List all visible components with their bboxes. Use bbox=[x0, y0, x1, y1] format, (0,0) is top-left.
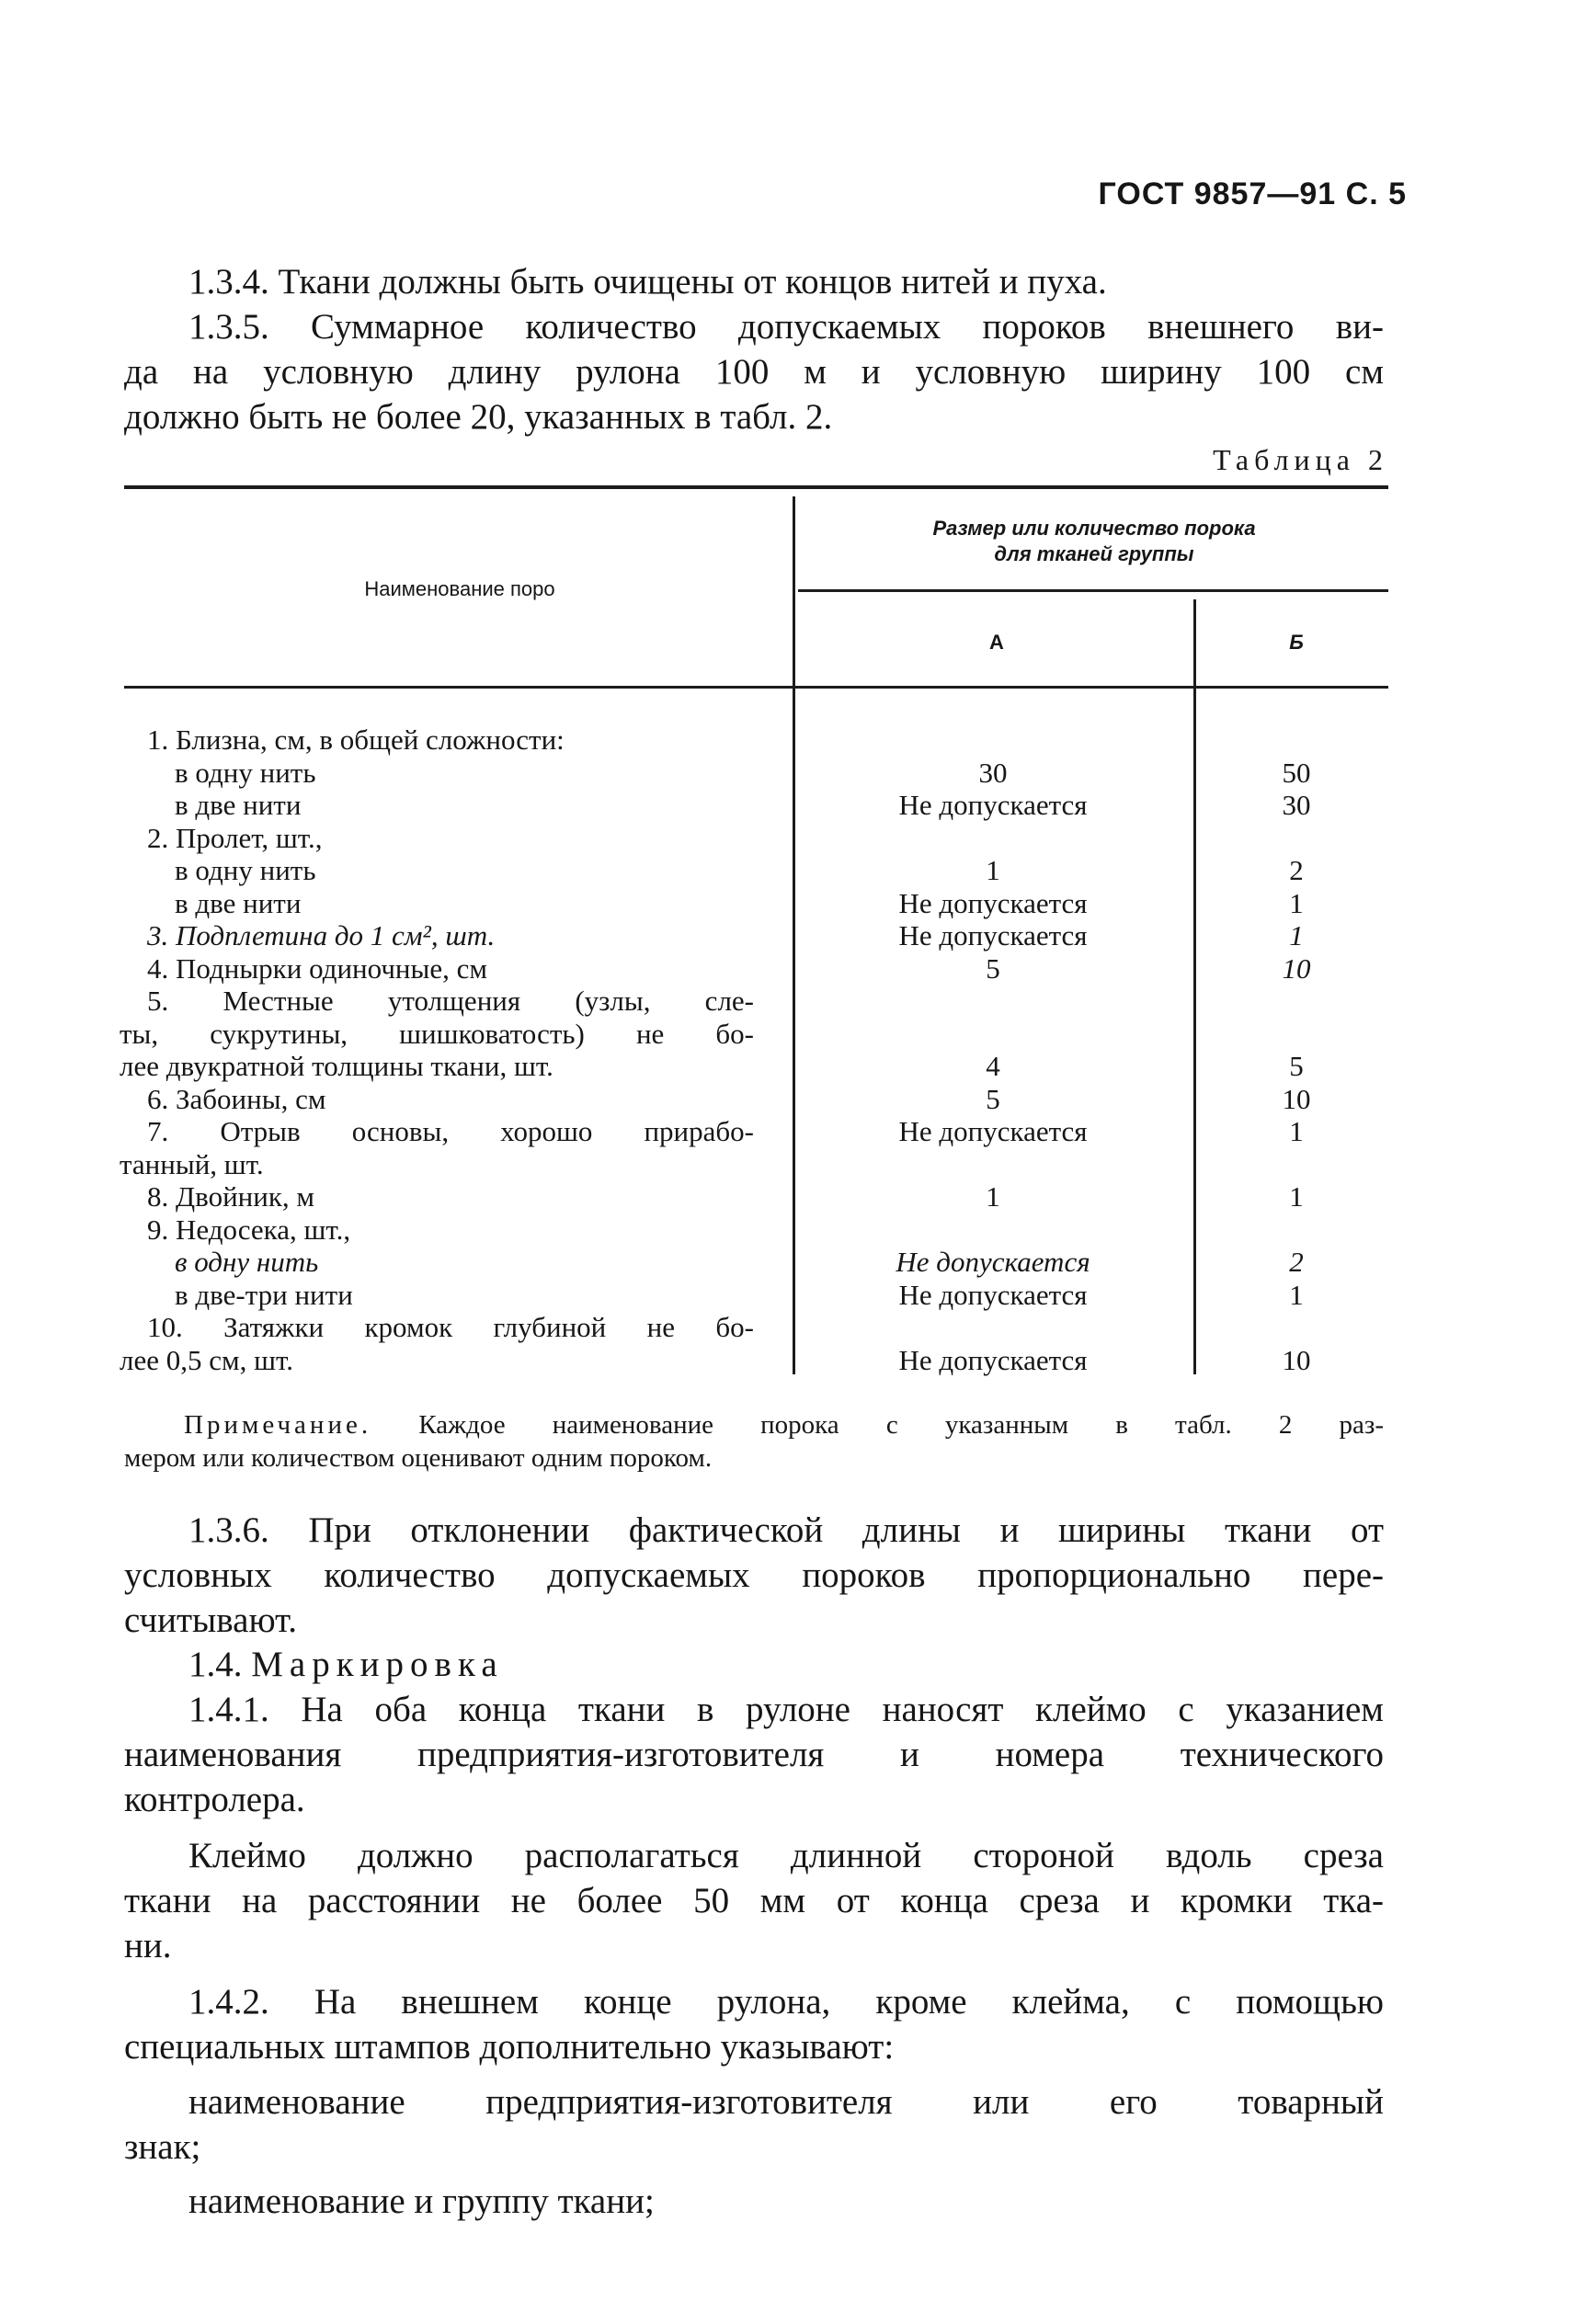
table-cell-a: Не допускается bbox=[898, 1343, 1088, 1376]
paragraph-1-4-1-line-2: наименования предприятия-изготовителя и номера технического bbox=[124, 1735, 1384, 1774]
paragraph-1-3-5-line-2: да на условную длину рулона 100 м и условную ширину 100 см bbox=[124, 352, 1384, 392]
column-header-b: Б bbox=[1289, 631, 1304, 654]
table-cell-name: 8. Двойник, м bbox=[147, 1180, 315, 1213]
table-cell-a: Не допускается bbox=[898, 886, 1088, 919]
section-number: 1.4. bbox=[188, 1645, 243, 1684]
paragraph-1-4-1-line-3: контролера. bbox=[124, 1780, 305, 1819]
table-cell-b bbox=[1195, 1018, 1398, 1051]
paragraph-stamp-line-1: Клеймо должно располагаться длинной стороной вдоль среза bbox=[188, 1836, 1384, 1875]
table-cell-a bbox=[795, 822, 1191, 855]
table-cell-a: Не допускается bbox=[898, 1278, 1088, 1311]
table-cell-name: 10. Затяжки кромок глубиной не бо- bbox=[147, 1311, 754, 1343]
table-cell-b: 5 bbox=[1289, 1050, 1304, 1082]
table-cell-name: лее 0,5 см, шт. bbox=[120, 1343, 293, 1376]
note-text-line-2: мером или количеством оценивают одним пороком. bbox=[124, 1443, 713, 1473]
paragraph-1-3-6-line-2: условных количество допускаемых пороков пропорционально пере- bbox=[124, 1555, 1384, 1595]
table-cell-name: танный, шт. bbox=[120, 1147, 264, 1180]
table-cell-name: 2. Пролет, шт., bbox=[147, 821, 323, 854]
table-cell-b: 1 bbox=[1289, 919, 1304, 951]
table-cell-a: 1 bbox=[986, 854, 1000, 886]
note-label: Примечание. bbox=[184, 1410, 372, 1440]
paragraph-stamp-line-2: ткани на расстоянии не более 50 мм от конца среза и кромки тка- bbox=[124, 1881, 1384, 1920]
table-cell-a bbox=[795, 1148, 1191, 1181]
table-cell-b bbox=[1195, 1148, 1398, 1181]
table-cell-name: в две нити bbox=[175, 789, 302, 821]
table-header-rule bbox=[124, 686, 1388, 689]
table-cell-b bbox=[1195, 1311, 1398, 1344]
table-cell-name: 7. Отрыв основы, хорошо прирабо- bbox=[147, 1115, 754, 1147]
table-cell-a: Не допускается bbox=[898, 789, 1088, 821]
paragraph-1-3-6-line-1: 1.3.6. При отклонении фактической длины и ширины ткани от bbox=[188, 1510, 1384, 1550]
table-cell-b: 10 bbox=[1282, 1343, 1311, 1376]
table-cell-a bbox=[795, 723, 1191, 757]
table-cell-a bbox=[795, 1213, 1191, 1247]
table-cell-a: 4 bbox=[986, 1050, 1000, 1082]
table-cell-b: 10 bbox=[1282, 951, 1311, 985]
table-cell-b: 1 bbox=[1289, 1278, 1304, 1311]
table-cell-name: 3. Подплетина до 1 см², шт. bbox=[147, 919, 496, 951]
page-header: ГОСТ 9857—91 С. 5 bbox=[1098, 177, 1407, 211]
list-item-manufacturer-line-1: наименование предприятия-изготовителя или его товарный bbox=[188, 2082, 1384, 2122]
section-title: Маркировка bbox=[251, 1645, 504, 1684]
table-cell-a: 1 bbox=[986, 1180, 1000, 1213]
table-caption: Таблица 2 bbox=[1213, 443, 1388, 476]
table-group-rule bbox=[798, 589, 1388, 592]
paragraph-1-3-5-line-3: должно быть не более 20, указанных в табл. 2. bbox=[124, 397, 833, 437]
table-note bbox=[124, 1408, 1384, 1475]
table-cell-name: ты, сукрутины, шишковатость) не бо- bbox=[120, 1017, 754, 1050]
table-cell-a bbox=[795, 985, 1191, 1018]
table-cell-a: Не допускается bbox=[898, 919, 1088, 951]
table-cell-b: 2 bbox=[1289, 1246, 1304, 1278]
paragraph-1-4-2-line-2: специальных штампов дополнительно указывают: bbox=[124, 2027, 895, 2067]
table-cell-b: 10 bbox=[1282, 1082, 1311, 1115]
table-column-names bbox=[120, 723, 754, 1376]
table-cell-b bbox=[1195, 822, 1398, 855]
table-cell-name: 4. Поднырки одиночные, см bbox=[147, 951, 487, 985]
table-cell-a: Не допускается bbox=[898, 1115, 1088, 1147]
table-cell-name: лее двукратной толщины ткани, шт. bbox=[120, 1050, 553, 1082]
table-cell-a: 5 bbox=[986, 951, 1000, 985]
table-column-b bbox=[1195, 723, 1398, 1376]
table-cell-b: 30 bbox=[1282, 789, 1311, 821]
table-cell-b bbox=[1195, 1213, 1398, 1247]
table-cell-b: 50 bbox=[1282, 756, 1311, 789]
table-cell-b: 1 bbox=[1289, 1180, 1304, 1213]
paragraph-stamp-line-3: ни. bbox=[124, 1926, 172, 1965]
group-header-line-2: для тканей группы bbox=[994, 542, 1194, 565]
table-cell-a: 30 bbox=[978, 756, 1008, 789]
table-cell-a: 5 bbox=[986, 1082, 1000, 1115]
table-cell-name: в одну нить bbox=[175, 854, 316, 886]
table-top-rule bbox=[124, 485, 1388, 489]
note-text-line-1: Каждое наименование порока с указанным в табл. 2 раз- bbox=[418, 1410, 1384, 1440]
table-cell-name: в одну нить bbox=[175, 756, 316, 789]
section-1-4-heading bbox=[188, 1642, 1384, 1687]
paragraph-1-3-6-line-3: считывают. bbox=[124, 1601, 297, 1640]
paragraph-1-4-1-line-1: 1.4.1. На оба конца ткани в рулоне наносят клеймо с указанием bbox=[188, 1690, 1384, 1729]
table-cell-name: в одну нить bbox=[175, 1246, 319, 1278]
table-cell-name: 5. Местные утолщения (узлы, сле- bbox=[147, 985, 754, 1017]
table-cell-name: в две-три нити bbox=[175, 1278, 353, 1311]
table-cell-name: 1. Близна, см, в общей сложности: bbox=[147, 723, 565, 756]
table-cell-b: 2 bbox=[1289, 854, 1304, 886]
table-cell-b: 1 bbox=[1289, 886, 1304, 919]
table-cell-b bbox=[1195, 985, 1398, 1018]
paragraph-1-3-5-line-1: 1.3.5. Суммарное количество допускаемых пороков внешнего ви- bbox=[188, 307, 1384, 347]
table-column-a bbox=[795, 723, 1191, 1376]
column-header-a: А bbox=[989, 631, 1004, 654]
paragraph-1-4-2-line-1: 1.4.2. На внешнем конце рулона, кроме клейма, с помощью bbox=[188, 1982, 1384, 2022]
list-item-manufacturer-line-2: знак; bbox=[124, 2127, 201, 2167]
table-cell-name: 9. Недосека, шт., bbox=[147, 1213, 351, 1246]
column-header-name: Наименование поро bbox=[364, 577, 555, 600]
note-line-1 bbox=[124, 1408, 1384, 1441]
table-cell-a bbox=[795, 1018, 1191, 1051]
table-cell-a: Не допускается bbox=[896, 1246, 1090, 1278]
table-cell-b bbox=[1195, 723, 1398, 757]
paragraph-1-3-4: 1.3.4. Ткани должны быть очищены от концов нитей и пуха. bbox=[188, 262, 1107, 302]
table-cell-name: в две нити bbox=[175, 886, 302, 919]
table-cell-b: 1 bbox=[1289, 1115, 1304, 1147]
list-item-fabric-group: наименование и группу ткани; bbox=[188, 2182, 655, 2221]
table-cell-name: 6. Забоины, см bbox=[147, 1082, 326, 1115]
group-header-line-1: Размер или количество порока bbox=[932, 517, 1256, 540]
table-cell-a bbox=[795, 1311, 1191, 1344]
